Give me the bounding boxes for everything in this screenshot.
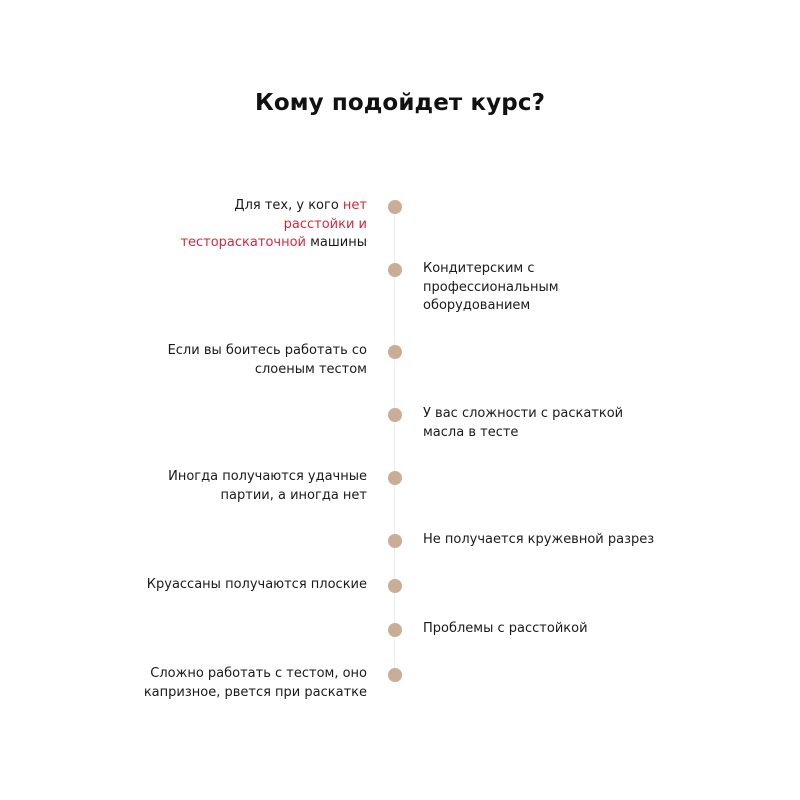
timeline-item-text: Кондитерским с профессиональным оборудованием <box>423 261 559 313</box>
item-text-after: машины <box>305 235 367 250</box>
timeline-dot <box>388 668 402 682</box>
timeline-dot <box>388 623 402 637</box>
timeline-dot <box>388 579 402 593</box>
timeline-dot <box>388 345 402 359</box>
timeline-dot <box>388 471 402 485</box>
timeline-dot <box>388 263 402 277</box>
timeline-item-text: Круассаны получаются плоские <box>146 577 367 592</box>
timeline-item-text: Проблемы с расстойкой <box>423 621 588 636</box>
timeline-item-text: Если вы боитесь работать со слоеным тестом <box>167 343 367 377</box>
timeline-dot <box>388 200 402 214</box>
timeline-dot <box>388 534 402 548</box>
page-title: Кому подойдет курс? <box>254 90 546 116</box>
timeline-item-text: Не получается кружевной разрез <box>423 532 655 547</box>
item-text-before: Для тех, у кого <box>234 198 343 213</box>
timeline-line <box>394 207 395 677</box>
item-highlight-text: нет расстойки и тестораскаточной <box>180 198 367 250</box>
timeline-item-text: Сложно работать с тестом, оно капризное, рвется при раскатке <box>143 666 367 700</box>
timeline-dot <box>388 408 402 422</box>
timeline-item-text: У вас сложности с раскаткой масла в тесте <box>423 406 624 440</box>
timeline-item-text <box>167 197 367 253</box>
timeline-item-text: Иногда получаются удачные партии, а иногда нет <box>168 469 367 503</box>
